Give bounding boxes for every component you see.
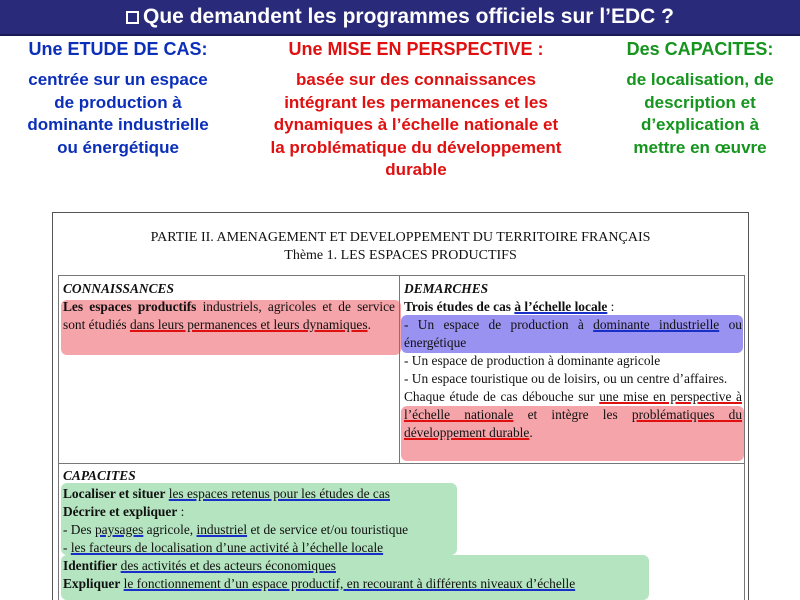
bold-text: Expliquer [63, 576, 121, 591]
column-heading: Des CAPACITES: [626, 39, 774, 59]
cell-conclusion [404, 388, 742, 442]
column-line: ou énergétique [57, 137, 179, 157]
programme-table [58, 275, 745, 600]
column-line: de production à [54, 92, 182, 112]
checkbox-bullet-icon [126, 11, 139, 24]
plain-text: et intègre les [513, 407, 632, 422]
underlined-text: paysages [94, 522, 144, 537]
plain-text: - [63, 540, 71, 555]
column-line: dominante industrielle [27, 115, 209, 134]
column-body [600, 69, 800, 159]
underlined-text: les facteurs de localisation d’une activité à l’échelle locale [70, 540, 384, 555]
column-line: mettre en œuvre [633, 137, 767, 157]
cell-heading: DEMARCHES [404, 281, 489, 296]
plain-text: . [529, 425, 533, 440]
cell-heading: CAPACITES [63, 468, 136, 483]
plain-text: : [177, 504, 185, 519]
list-item [404, 316, 742, 352]
plain-text: . [367, 317, 371, 332]
column-line: durable [385, 160, 447, 179]
table-row-divider [59, 463, 744, 464]
bold-text: Trois études de cas [404, 299, 515, 314]
cell-intro [404, 298, 742, 316]
column-heading: Une ETUDE DE CAS: [28, 39, 208, 59]
column-line: description et [644, 92, 756, 112]
capacite-line [63, 575, 743, 593]
programme-document-scan [52, 212, 749, 600]
document-title [53, 229, 748, 265]
column-mise-en-perspective [238, 38, 594, 182]
cell-paragraph [63, 298, 395, 334]
list-item: - Un espace de production à dominante agricole [404, 353, 661, 368]
cell-connaissances [63, 280, 395, 334]
slide-title: Que demandent les programmes officiels sur l’EDC ? [143, 5, 674, 28]
column-line: dynamiques à l’échelle nationale et [273, 115, 559, 134]
column-body [0, 69, 236, 159]
bold-text: Localiser et situer [63, 486, 166, 501]
column-line: centrée sur un espace [28, 70, 208, 89]
column-body [238, 69, 594, 182]
underlined-text: dans leurs permanences et leurs dynamiques [129, 317, 368, 332]
bold-text: Les espaces productifs [63, 299, 197, 314]
plain-text: industriels, agricoles et de service sont étudiés [63, 299, 395, 332]
bold-text: Décrire et expliquer [63, 504, 178, 519]
cell-capacites [63, 467, 743, 593]
bold-text: Identifier [63, 558, 118, 573]
underlined-text: industriel [196, 522, 248, 537]
document-subtitle-line: Thème 1. LES ESPACES PRODUCTIFS [284, 248, 517, 263]
column-line: de localisation, de [626, 70, 774, 89]
underlined-text: une mise en perspective à l’échelle nationale [404, 389, 742, 422]
underlined-text: à l’échelle locale [514, 299, 608, 314]
capacite-line [63, 521, 743, 539]
plain-text: ou énergétique [404, 317, 742, 350]
slide-title-bar [0, 0, 800, 36]
column-line: basée sur des connaissances [295, 70, 537, 89]
underlined-text: les espaces retenus pour les études de cas [168, 486, 390, 501]
underlined-text: problématiques du développement durable [404, 407, 743, 440]
plain-text: : [607, 299, 615, 314]
column-line: la problématique du développement [270, 137, 562, 157]
cell-heading: CONNAISSANCES [63, 281, 174, 296]
column-capacites [600, 38, 800, 159]
capacite-line [63, 539, 743, 557]
column-heading: Une MISE EN PERSPECTIVE : [288, 39, 544, 59]
cell-demarches [404, 280, 742, 442]
column-line: intégrant les permanences et les [284, 92, 548, 112]
plain-text: - Des [63, 522, 95, 537]
table-column-divider [399, 276, 400, 463]
underlined-text: le fonctionnement d’un espace productif, en recourant à différents niveaux d’échelle [123, 576, 576, 591]
plain-text: - Un espace de production à [404, 317, 594, 332]
column-line: d’explication à [640, 115, 760, 134]
capacite-line [63, 485, 743, 503]
capacite-line [63, 557, 743, 575]
capacite-line [63, 503, 743, 521]
underlined-text: des activités et des acteurs économiques [120, 558, 336, 573]
list-item: - Un espace touristique ou de loisirs, ou un centre d’affaires. [404, 371, 728, 386]
column-etude-de-cas [0, 38, 236, 159]
underlined-text: dominante industrielle [593, 317, 720, 332]
plain-text: Chaque étude de cas débouche sur [404, 389, 600, 404]
plain-text: agricole, [143, 522, 197, 537]
plain-text: et de service et/ou touristique [247, 522, 409, 537]
document-title-line: PARTIE II. AMENAGEMENT ET DEVELOPPEMENT DU TERRITOIRE FRANÇAIS [150, 230, 651, 245]
